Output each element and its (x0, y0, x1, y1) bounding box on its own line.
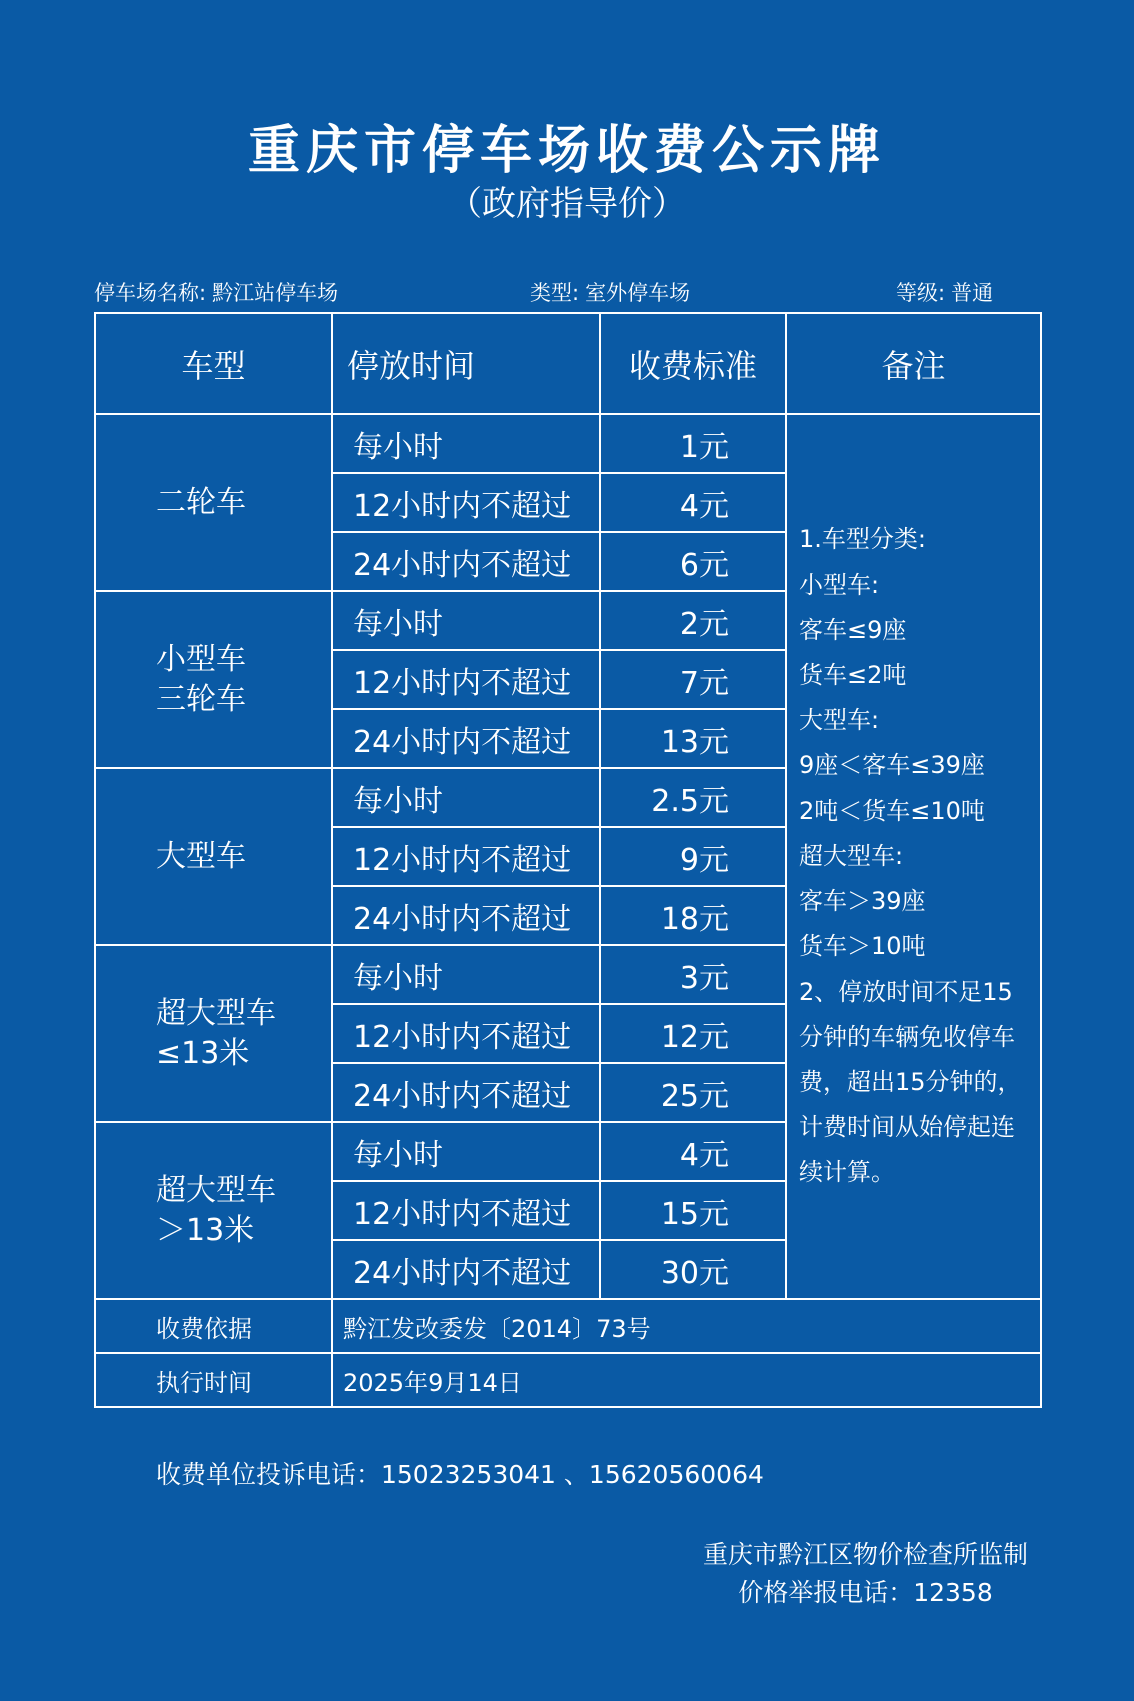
parking-type-label: 类型: (530, 281, 580, 305)
vehicle-type-cell (95, 414, 332, 591)
vehicle-type-line: ≤13米 (156, 1035, 250, 1071)
vehicle-type-cell (95, 1122, 332, 1299)
parking-name-info (94, 280, 338, 306)
remark-line: 货车＞10吨 (799, 932, 926, 961)
parking-time-cell: 12小时内不超过 (332, 473, 600, 532)
basis-row (95, 1299, 1041, 1353)
vehicle-type-cell (95, 768, 332, 945)
fee-cell: 18元 (600, 886, 786, 945)
fee-cell: 13元 (600, 709, 786, 768)
fee-cell: 1元 (600, 414, 786, 473)
parking-time-cell: 12小时内不超过 (332, 1004, 600, 1063)
price-report-phone: 价格举报电话：12358 (738, 1578, 993, 1607)
parking-type-info (530, 280, 690, 306)
execution-date-label: 执行时间 (95, 1353, 332, 1407)
remark-line: 1.车型分类: (799, 525, 926, 554)
header-remarks: 备注 (786, 313, 1041, 414)
remark-line: 客车≤9座 (799, 615, 907, 644)
remark-line: 小型车: (799, 570, 880, 599)
supervisor-name: 重庆市黔江区物价检查所监制 (702, 1540, 1028, 1569)
supervision-info (703, 1536, 1028, 1612)
parking-level-value: 普通 (951, 281, 994, 305)
fee-cell: 30元 (600, 1240, 786, 1299)
complaint-phone: 收费单位投诉电话：15023253041 、15620560064 (156, 1460, 764, 1489)
vehicle-type-line: 三轮车 (156, 681, 246, 717)
page-title: 重庆市停车场收费公示牌 (247, 121, 886, 181)
parking-time-cell: 24小时内不超过 (332, 709, 600, 768)
fee-cell: 9元 (600, 827, 786, 886)
header-parking-time: 停放时间 (332, 313, 600, 414)
remark-line: 2、停放时间不足15 (799, 977, 1013, 1006)
remark-line: 客车＞39座 (799, 887, 926, 916)
parking-time-cell: 12小时内不超过 (332, 827, 600, 886)
basis-value: 黔江发改委发〔2014〕73号 (332, 1299, 1041, 1353)
parking-level-label: 等级: (896, 281, 946, 305)
header-vehicle-type: 车型 (95, 313, 332, 414)
remark-line: 续计算。 (799, 1158, 895, 1187)
parking-time-cell: 12小时内不超过 (332, 650, 600, 709)
fee-cell: 25元 (600, 1063, 786, 1122)
parking-time-cell: 每小时 (332, 1122, 600, 1181)
fee-cell: 2.5元 (600, 768, 786, 827)
page-subtitle: （政府指导价） (448, 184, 686, 224)
remark-line: 2吨＜货车≤10吨 (799, 796, 985, 825)
vehicle-type-cell (95, 945, 332, 1122)
remark-line: 计费时间从始停起连 (799, 1113, 1015, 1142)
parking-time-cell: 24小时内不超过 (332, 886, 600, 945)
vehicle-type-line: 二轮车 (156, 484, 246, 520)
fee-cell: 15元 (600, 1181, 786, 1240)
table-row (95, 414, 1041, 473)
parking-time-cell: 24小时内不超过 (332, 532, 600, 591)
parking-time-cell: 每小时 (332, 591, 600, 650)
fee-cell: 4元 (600, 473, 786, 532)
parking-name-value: 黔江站停车场 (212, 281, 339, 305)
fee-cell: 6元 (600, 532, 786, 591)
table-header-row (95, 313, 1041, 414)
fee-cell: 7元 (600, 650, 786, 709)
parking-name-label: 停车场名称: (94, 281, 207, 305)
parking-time-cell: 12小时内不超过 (332, 1181, 600, 1240)
vehicle-type-line: ＞13米 (156, 1212, 255, 1248)
fee-table (94, 312, 1042, 1408)
header-fee-standard: 收费标准 (600, 313, 786, 414)
parking-time-cell: 每小时 (332, 945, 600, 1004)
basis-label: 收费依据 (95, 1299, 332, 1353)
remarks-cell (786, 414, 1041, 1299)
vehicle-type-line: 超大型车 (156, 995, 276, 1031)
remark-line: 9座＜客车≤39座 (799, 751, 985, 780)
remark-line: 大型车: (799, 706, 880, 735)
vehicle-type-cell (95, 591, 332, 768)
parking-time-cell: 每小时 (332, 768, 600, 827)
remark-line: 货车≤2吨 (799, 661, 907, 690)
parking-time-cell: 24小时内不超过 (332, 1240, 600, 1299)
remark-line: 费，超出15分钟的， (799, 1067, 1022, 1096)
parking-time-cell: 每小时 (332, 414, 600, 473)
fee-table-wrapper (94, 312, 1040, 1408)
parking-type-value: 室外停车场 (585, 281, 691, 305)
execution-date-row (95, 1353, 1041, 1407)
parking-time-cell: 24小时内不超过 (332, 1063, 600, 1122)
fee-cell: 4元 (600, 1122, 786, 1181)
vehicle-type-line: 小型车 (156, 641, 246, 677)
remark-line: 超大型车: (799, 841, 904, 870)
parking-level-info (896, 280, 993, 306)
remark-line: 分钟的车辆免收停车 (799, 1022, 1015, 1051)
execution-date-value: 2025年9月14日 (332, 1353, 1041, 1407)
fee-cell: 12元 (600, 1004, 786, 1063)
vehicle-type-line: 大型车 (156, 838, 246, 874)
fee-cell: 2元 (600, 591, 786, 650)
vehicle-type-line: 超大型车 (156, 1172, 276, 1208)
fee-cell: 3元 (600, 945, 786, 1004)
